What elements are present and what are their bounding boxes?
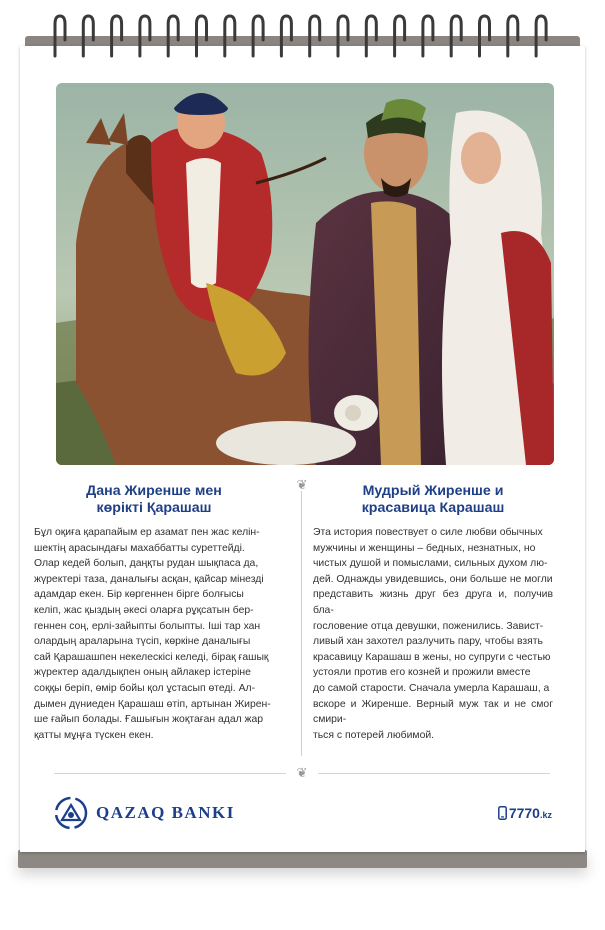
spiral-binding bbox=[0, 14, 605, 60]
footer-divider-right bbox=[318, 773, 550, 774]
binding-ring bbox=[451, 16, 461, 56]
column-divider bbox=[301, 491, 302, 756]
illustration bbox=[56, 83, 554, 465]
mobile-phone-icon bbox=[498, 806, 507, 820]
russian-text-column bbox=[313, 483, 553, 743]
kazakh-story-text: Бұл оқиға қарапайым ер азамат пен жас келін- шектің арасындағы махаббатты суреттейді. Олар кедей болып, даңқты рудан шықпаса да, жүректері таза, даналығы асқан, қайсар мінезді адамдар екен. Бір көргеннен бірге болғысы келіп, жас қыздың әкесі оларға рұқсатын бер- геннен соң, ерлі-зайыпты болыпты. Іші тар хан олардың араларына түсіп, көркіне даналығы сай Қарашашпен некелескісі келеді, бірақ ғашық жүректер адалдықпен оның айлакер істеріне соққы беріп, өмір бойы қол ұстасып өтеді. Ал- дымен дүниеден Қарашаш өтіп, артынан Жирен- ше ғайып болады. Ғашығын жоқтаған адал жар қатты мұңға түскен екен. bbox=[34, 527, 271, 741]
binding-ring bbox=[168, 16, 178, 56]
phone-number[interactable] bbox=[498, 805, 552, 821]
binding-ring bbox=[423, 16, 433, 56]
binding-ring bbox=[225, 16, 235, 56]
phone-digits: 7770 bbox=[508, 805, 540, 821]
kazakh-title: Дана Жиренше мен көрікті Қарашаш bbox=[86, 483, 222, 516]
russian-story-text: Эта история повествует о силе любви обычных мужчины и женщины – бедных, незнатных, но чистых душой и помыслами, сильных духом лю- дей. Однажды увидевшись, они больше не могли представить жизнь друг без друга и, получив бла- гословение отца девушки, поженились. Завист- ливый хан захотел разлучить пару, чтобы взять красавицу Карашаш в жены, но супруги с честью устояли против его козней и прожили вместе до самой старости. Сначала умерла Карашаш, а вскоре и Жиренше. Верный муж так и не смог смири- ться с потерей любимой. bbox=[313, 527, 553, 741]
binding-ring bbox=[253, 16, 263, 56]
bank-logo-icon bbox=[54, 796, 88, 830]
calendar-page bbox=[20, 46, 585, 852]
calendar-stand-base bbox=[18, 850, 587, 868]
ornament-icon: ❦ bbox=[296, 766, 308, 781]
binding-ring bbox=[480, 16, 490, 56]
binding-ring bbox=[395, 16, 405, 56]
footer-divider-left bbox=[54, 773, 286, 774]
phone-domain: .kz bbox=[539, 810, 552, 820]
binding-ring bbox=[281, 16, 291, 56]
binding-ring bbox=[83, 16, 93, 56]
binding-ring bbox=[508, 16, 518, 56]
binding-ring bbox=[310, 16, 320, 56]
binding-ring bbox=[140, 16, 150, 56]
binding-ring bbox=[55, 16, 65, 56]
binding-ring bbox=[112, 16, 122, 56]
illustration-artwork bbox=[56, 83, 554, 465]
brand-name: QAZAQ BANKI bbox=[96, 803, 235, 822]
ornament-icon: ❦ bbox=[296, 478, 308, 493]
kazakh-text-column bbox=[34, 483, 274, 743]
binding-ring bbox=[338, 16, 348, 56]
binding-ring bbox=[366, 16, 376, 56]
russian-title: Мудрый Жиренше и красавица Карашаш bbox=[361, 483, 505, 516]
binding-ring bbox=[536, 16, 546, 56]
binding-ring bbox=[197, 16, 207, 56]
